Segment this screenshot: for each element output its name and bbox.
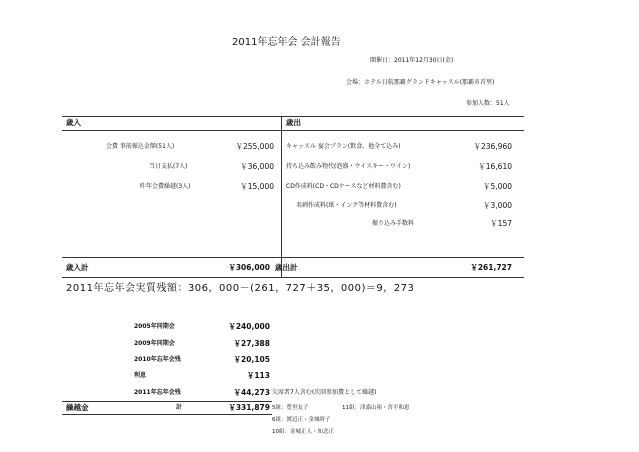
carryover-row-amount: ￥44,273 [233,388,270,397]
carryover-row-label: 2011年忘年会残 [134,389,181,396]
expense-item-amount: ￥3,000 [483,201,512,210]
carryover-row-amount: ￥27,388 [233,339,270,348]
table-top-rule [62,116,524,117]
totals-top-rule [62,257,524,258]
carryover-total-rule [62,414,272,415]
event-venue: 会場：ホテル日航那覇グランドキャッスル(那覇市首里) [346,79,495,86]
group-members: 5組：豊里友子 [272,405,309,411]
expense-item-amount: ￥236,960 [473,142,512,151]
income-item-label: 昨年会費繰越(3人) [140,183,191,190]
attendee-count: 参加人数：51人 [466,100,510,107]
income-total-amount: ￥306,000 [228,263,270,272]
expense-heading: 歳出 [286,118,301,127]
report-title: 2011年忘年会 会計報告 [232,37,341,48]
carryover-rule [62,401,272,402]
income-item-amount: ￥15,000 [240,182,274,191]
income-item-label: 会費 事前振込金額(51人) [106,143,175,150]
carryover-row-amount: ￥20,105 [233,355,270,364]
expense-item-label: キャッスル 宴会プラン(飲食、他全て込み) [286,143,401,150]
group-members: 6組：渡辺正・金城時子 [272,417,331,423]
expense-item-label: CD作成料(CD・CDケースなど材料費含む) [286,183,401,190]
carryover-row-label: 2005年同期会 [134,323,175,330]
carryover-total-label: 計 [176,404,183,411]
expense-item-label: 名刺作成料(紙・インク等材料費含む) [296,202,397,209]
balance-calculation: 2011年忘年会実質残額：306，000－(261，727＋35，000)＝9，273 [66,283,415,294]
group-members: 11組：津嘉山裕・宮平和恵 [342,405,410,411]
income-item-amount: ￥36,000 [240,162,274,171]
expense-item-amount: ￥16,610 [478,162,512,171]
income-item-label: 当日支払(7人) [149,163,188,170]
carryover-row-label: 2010年忘年会残 [134,356,181,363]
income-item-amount: ￥255,000 [235,142,274,151]
income-heading: 歳入 [66,118,81,127]
expense-item-amount: ￥157 [490,219,512,228]
totals-bottom-rule [62,277,524,278]
group-members: 10組：金城正人・知念正 [272,429,334,435]
carryover-total-amount: ￥331,879 [228,403,270,412]
income-total-label: 歳入計 [66,263,89,272]
carryover-row-label: 利息 [134,372,147,379]
carryover-row-amount: ￥113 [246,371,270,380]
expense-item-amount: ￥5,000 [483,182,512,191]
column-divider [281,116,282,278]
expense-heading-rule [281,130,524,131]
expense-total-label: 歳出計 [275,263,298,272]
carryover-row-amount: ￥240,000 [228,322,270,331]
expense-item-label: 持ち込み飲み物代(泡盛・ウイスキー・ワイン) [286,163,411,170]
carryover-note: 欠席者7人含む(次回参加費として繰越) [272,389,377,396]
carryover-heading: 繰越金 [66,403,89,412]
expense-item-label: 振り込み手数料 [372,220,415,227]
carryover-row-label: 2009年同期会 [134,340,175,347]
event-date: 開催日：2011年12月30日(金) [370,57,454,64]
expense-total-amount: ￥261,727 [470,263,512,272]
income-heading-rule [62,130,281,131]
